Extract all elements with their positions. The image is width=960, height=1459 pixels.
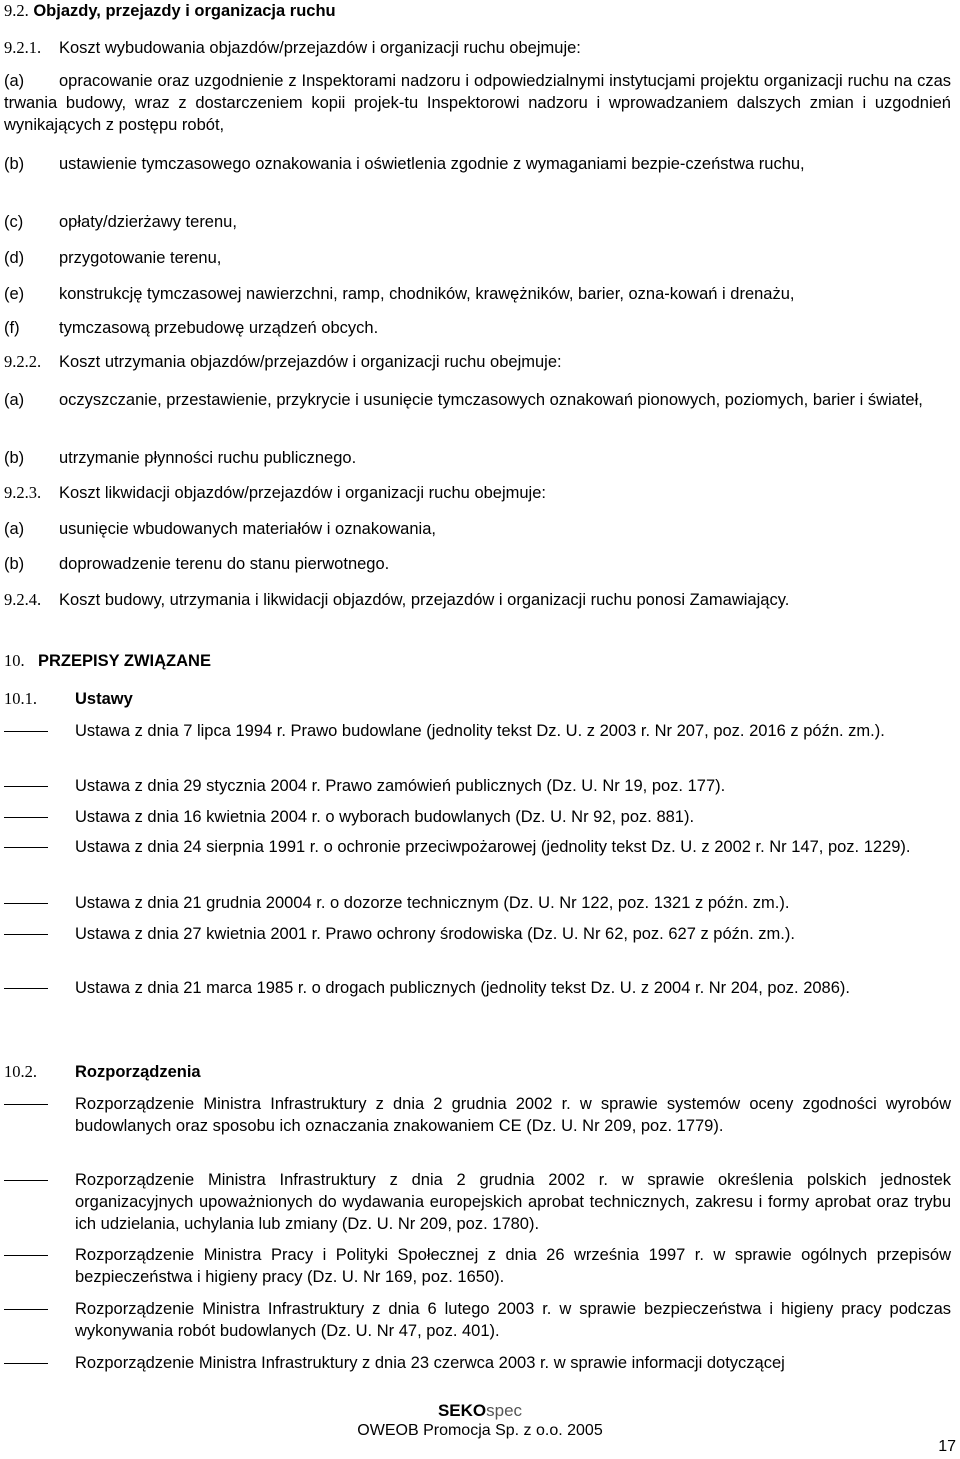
section-title: PRZEPISY ZWIĄZANE (38, 652, 211, 670)
list-label: (b) (4, 449, 25, 467)
list-item-b (4, 153, 951, 175)
paragraph-number: 9.2.1. (4, 38, 42, 57)
list-text: ustawienie tymczasowego oznakowania i oświetlenia zgodnie z wymaganiami bezpie-czeństwa ruchu, (59, 155, 805, 173)
paragraph-9-2-4 (4, 589, 789, 611)
regulation-item: Rozporządzenie Ministra Infrastruktury z dnia 23 czerwca 2003 r. w sprawie informacji dotyczącej (75, 1354, 785, 1372)
paragraph-text: Koszt budowy, utrzymania i likwidacji objazdów, przejazdów i organizacji ruchu ponosi Zamawiający. (59, 591, 790, 609)
regulation-item: Rozporządzenie Ministra Pracy i Polityki Społecznej z dnia 26 września 1997 r. w sprawie ogólnych przepisów bezpieczeństwa i higieny pracy (Dz. U. Nr 169, poz. 1650). (75, 1246, 951, 1286)
footer-brand (0, 1401, 960, 1421)
list-dash (4, 988, 48, 989)
paragraph-9-2-2 (4, 351, 562, 373)
list-dash (4, 817, 48, 818)
list-item-b (4, 553, 389, 575)
paragraph-text: Koszt wybudowania objazdów/przejazdów i organizacji ruchu obejmuje: (59, 39, 581, 57)
regulation-item: Rozporządzenie Ministra Infrastruktury z dnia 2 grudnia 2002 r. w sprawie systemów oceny zgodności wyrobów budowlanych oraz sposobu ich oznaczania znakowaniem CE (Dz. U. Nr 209, poz. 1779). (75, 1095, 951, 1135)
paragraph-number: 9.2.2. (4, 352, 42, 371)
list-item-a (4, 389, 951, 411)
subsection-heading-10-2 (4, 1061, 201, 1083)
section-title: Objazdy, przejazdy i organizacja ruchu (33, 2, 336, 20)
list-label: (b) (4, 155, 25, 173)
page-number: 17 (938, 1438, 956, 1455)
law-item: Ustawa z dnia 29 stycznia 2004 r. Prawo zamówień publicznych (Dz. U. Nr 19, poz. 177). (75, 777, 726, 795)
law-item: Ustawa z dnia 27 kwietnia 2001 r. Prawo ochrony środowiska (Dz. U. Nr 62, poz. 627 z późn. zm.). (75, 925, 795, 943)
list-text: doprowadzenie terenu do stanu pierwotnego. (59, 555, 390, 573)
list-item-d (4, 247, 221, 269)
list-item-a (4, 518, 436, 540)
regulation-item: Rozporządzenie Ministra Infrastruktury z dnia 6 lutego 2003 r. w sprawie bezpieczeństwa i higieny pracy podczas wykonywania robót budowlanych (Dz. U. Nr 47, poz. 401). (75, 1300, 951, 1340)
list-text: przygotowanie terenu, (59, 249, 222, 267)
list-dash (4, 1309, 48, 1310)
law-item: Ustawa z dnia 21 grudnia 20004 r. o dozorze technicznym (Dz. U. Nr 122, poz. 1321 z późn. zm.). (75, 894, 790, 912)
list-label: (a) (4, 72, 25, 90)
list-item-c (4, 211, 237, 233)
paragraph-text: Koszt utrzymania objazdów/przejazdów i organizacji ruchu obejmuje: (59, 353, 562, 371)
list-text: konstrukcję tymczasowej nawierzchni, ramp, chodników, krawężników, barier, ozna-kowań i drenażu, (59, 285, 795, 303)
list-item-a (4, 70, 951, 136)
section-number: 10. (4, 651, 25, 670)
paragraph-text: Koszt likwidacji objazdów/przejazdów i organizacji ruchu obejmuje: (59, 484, 546, 502)
brand-bold: SEKO (437, 1401, 487, 1420)
list-dash (4, 847, 48, 848)
list-text: oczyszczanie, przestawienie, przykrycie i usunięcie tymczasowych oznakowań pionowych, poziomych, barier i świateł, (59, 391, 923, 409)
list-dash (4, 1255, 48, 1256)
law-item: Ustawa z dnia 7 lipca 1994 r. Prawo budowlane (jednolity tekst Dz. U. z 2003 r. Nr 207, poz. 2016 z późn. zm.). (75, 722, 885, 740)
list-item-e (4, 283, 795, 305)
list-text: tymczasową przebudowę urządzeń obcych. (59, 319, 379, 337)
law-item: Ustawa z dnia 21 marca 1985 r. o drogach publicznych (jednolity tekst Dz. U. z 2004 r. Nr 204, poz. 2086). (75, 979, 850, 997)
subsection-number: 10.2. (4, 1062, 37, 1081)
law-item: Ustawa z dnia 16 kwietnia 2004 r. o wyborach budowlanych (Dz. U. Nr 92, poz. 881). (75, 808, 695, 826)
list-dash (4, 786, 48, 787)
law-item: Ustawa z dnia 24 sierpnia 1991 r. o ochronie przeciwpożarowej (jednolity tekst Dz. U. z 2002 r. Nr 147, poz. 1229). (75, 838, 911, 856)
list-label: (e) (4, 285, 25, 303)
section-number: 9.2. (4, 1, 29, 20)
list-label: (a) (4, 391, 25, 409)
paragraph-9-2-1 (4, 37, 581, 59)
list-text: utrzymanie płynności ruchu publicznego. (59, 449, 357, 467)
list-text: opłaty/dzierżawy terenu, (59, 213, 237, 231)
list-dash (4, 1180, 48, 1181)
subsection-title: Ustawy (75, 690, 133, 708)
list-dash (4, 903, 48, 904)
list-label: (d) (4, 249, 25, 267)
list-dash (4, 1363, 48, 1364)
paragraph-9-2-3 (4, 482, 546, 504)
subsection-heading-10-1 (4, 688, 133, 710)
list-dash (4, 1104, 48, 1105)
section-heading-9-2 (4, 0, 951, 22)
subsection-title: Rozporządzenia (75, 1063, 201, 1081)
list-label: (c) (4, 213, 24, 231)
list-text: opracowanie oraz uzgodnienie z Inspektorami nadzoru i odpowiedzialnymi instytucjami projektu organizacji ruchu na czas trwania budowy, wraz z dostarczeniem kopii projek-tu Inspektorowi nadzoru i wprowadzaniem dalszych zmian i uzgodnień wynikających z postępu robót, (4, 72, 951, 134)
list-label: (b) (4, 555, 25, 573)
list-label: (f) (4, 319, 20, 337)
footer-company: OWEOB Promocja Sp. z o.o. 2005 (357, 1422, 603, 1439)
list-item-b (4, 447, 356, 469)
list-dash (4, 731, 48, 732)
brand-light: spec (486, 1401, 523, 1420)
list-label: (a) (4, 520, 25, 538)
list-text: usunięcie wbudowanych materiałów i oznakowania, (59, 520, 436, 538)
subsection-number: 10.1. (4, 689, 37, 708)
regulation-item: Rozporządzenie Ministra Infrastruktury z dnia 2 grudnia 2002 r. w sprawie określenia polskich jednostek organizacyjnych upoważnionych do wydawania europejskich aprobat technicznych, zakresu i formy aprobat oraz trybu ich udzielania, uchylania lub zmiany (Dz. U. Nr 209, poz. 1780). (75, 1171, 951, 1233)
list-dash (4, 934, 48, 935)
list-item-f (4, 317, 378, 339)
section-heading-10 (4, 650, 211, 672)
paragraph-number: 9.2.3. (4, 483, 42, 502)
paragraph-number: 9.2.4. (4, 590, 42, 609)
